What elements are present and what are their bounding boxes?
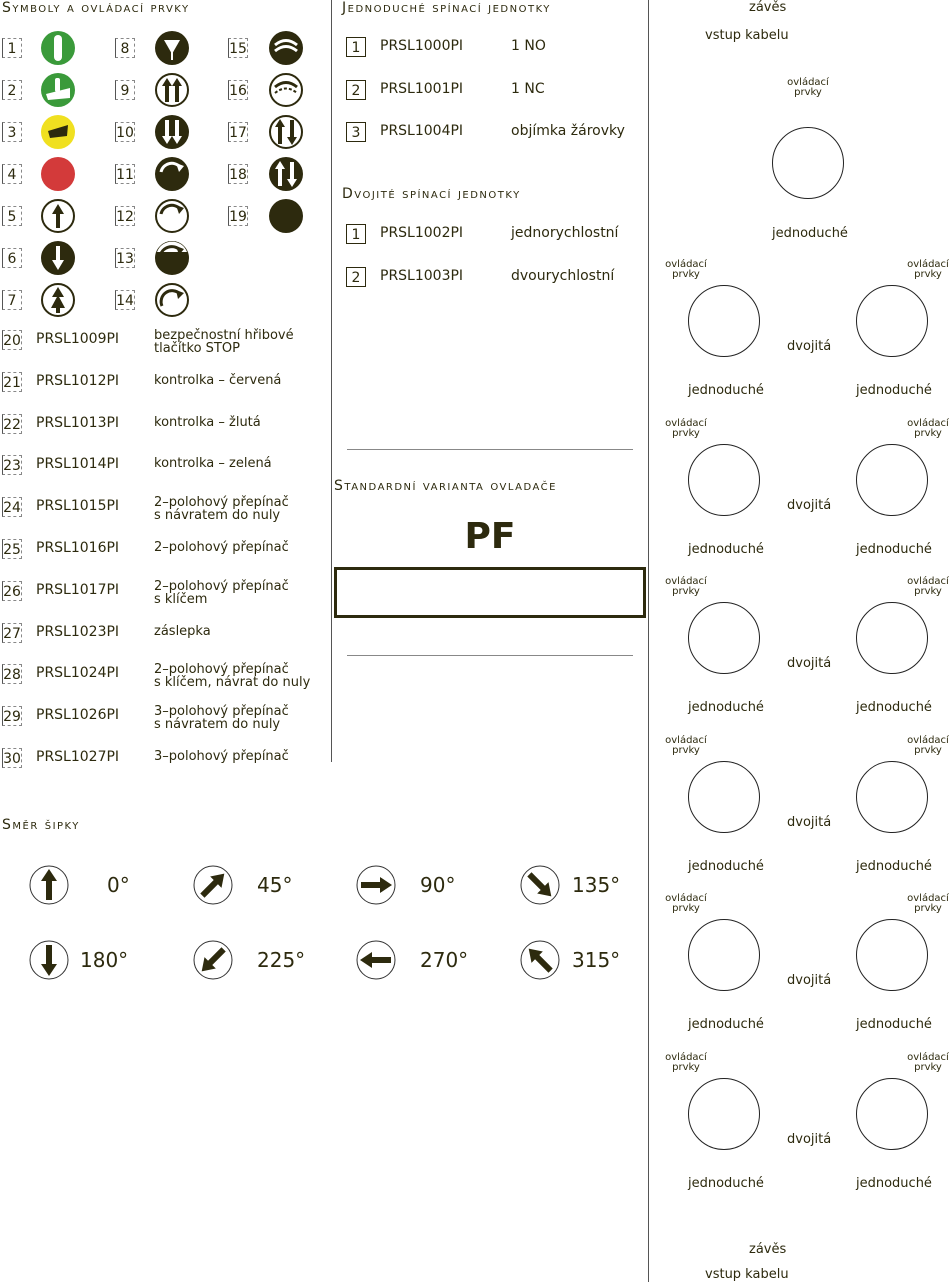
single-label-left: jednoduché bbox=[688, 541, 764, 557]
symbols-title: Symboly a ovládací prvky bbox=[2, 0, 190, 16]
top-cable-label: vstup kabelu bbox=[705, 28, 789, 43]
green-mushroom-button-icon bbox=[40, 72, 76, 108]
control-elements-label-line2: prvky bbox=[672, 744, 700, 756]
control-slot-left[interactable] bbox=[688, 602, 760, 674]
double-label: dvojitá bbox=[787, 497, 832, 513]
product-description: kontrolka – zelená bbox=[154, 456, 272, 472]
control-elements-label-line2: prvky bbox=[672, 269, 700, 280]
symbol-number: 2 bbox=[2, 80, 22, 100]
control-elements-label-line1: ovládací bbox=[787, 77, 829, 88]
product-description: 2–polohový přepínač bbox=[154, 578, 289, 594]
arrow-up-outline-icon bbox=[40, 198, 76, 234]
bottom-cable-label: vstup kabelu bbox=[705, 1267, 789, 1282]
arrow-angle-label: 90° bbox=[420, 873, 456, 897]
single-label-right: jednoduché bbox=[856, 700, 932, 716]
unit-code: PRSL1002PI bbox=[380, 225, 464, 241]
unit-description: 1 NC bbox=[511, 80, 545, 97]
product-number: 27 bbox=[2, 623, 22, 643]
triangle-down-filled-icon bbox=[154, 30, 190, 66]
product-description: 2–polohový přepínač bbox=[154, 495, 289, 511]
symbol-number: 9 bbox=[115, 80, 135, 100]
unit-description: 1 NO bbox=[511, 38, 546, 54]
product-description: 2–polohový přepínač bbox=[154, 540, 289, 555]
arrow-direction-title: Směr šipky bbox=[2, 817, 80, 833]
double-arrow-up-icon bbox=[154, 72, 190, 108]
control-elements-label-line1: ovládací bbox=[907, 259, 949, 270]
symbol-number: 10 bbox=[115, 122, 135, 142]
single-label-right: jednoduché bbox=[856, 383, 932, 398]
product-number: 25 bbox=[2, 539, 22, 559]
product-code: PRSL1012PI bbox=[36, 372, 120, 389]
unit-number: 3 bbox=[346, 122, 366, 142]
symbol-number: 6 bbox=[2, 248, 22, 268]
control-slot-top[interactable] bbox=[772, 127, 844, 199]
single-label-left: jednoduché bbox=[688, 700, 764, 716]
control-elements-label-line1: ovládací bbox=[665, 259, 707, 270]
rotate-filled-icon bbox=[154, 156, 190, 192]
yellow-lamp-icon bbox=[40, 114, 76, 150]
control-elements-label-line1: ovládací bbox=[665, 417, 707, 429]
control-elements-label-line2: prvky bbox=[914, 269, 942, 280]
double-arrow-down-filled-icon bbox=[154, 114, 190, 150]
arrow-270-icon bbox=[356, 940, 396, 980]
symbol-number: 7 bbox=[2, 290, 22, 310]
top-hinge-label: závěs bbox=[749, 0, 787, 15]
symbol-number: 8 bbox=[115, 38, 135, 58]
double-label: dvojitá bbox=[787, 339, 832, 354]
rotate-half-filled-icon bbox=[154, 240, 190, 276]
product-code: PRSL1024PI bbox=[36, 665, 120, 682]
single-units-title: Jednoduché spínací jednotky bbox=[342, 0, 551, 16]
unit-number: 1 bbox=[346, 37, 366, 57]
symbol-number: 5 bbox=[2, 206, 22, 226]
product-code: PRSL1026PI bbox=[36, 707, 120, 724]
double-curve-filled-icon bbox=[268, 30, 304, 66]
double-label: dvojitá bbox=[787, 656, 832, 672]
product-description: 2–polohový přepínač bbox=[154, 662, 289, 678]
single-label-right: jednoduché bbox=[856, 1176, 932, 1191]
control-slot-right[interactable] bbox=[856, 1078, 928, 1150]
divider-right bbox=[648, 0, 649, 1282]
symbol-number: 4 bbox=[2, 164, 22, 184]
product-description-line2: s klíčem, návrat do nuly bbox=[154, 675, 311, 691]
arrow-135-icon bbox=[520, 865, 560, 905]
arrow-angle-label: 0° bbox=[107, 873, 130, 897]
single-label-left: jednoduché bbox=[688, 383, 764, 398]
product-description-line2: s klíčem bbox=[154, 591, 208, 607]
single-label-left: jednoduché bbox=[688, 858, 764, 874]
rotate-outline-icon bbox=[154, 198, 190, 234]
product-description: 3–polohový přepínač bbox=[154, 749, 289, 764]
rotate-left-outline-icon bbox=[154, 282, 190, 318]
arrow-down-filled-icon bbox=[40, 240, 76, 276]
control-slot-right[interactable] bbox=[856, 602, 928, 674]
control-slot-left[interactable] bbox=[688, 285, 760, 357]
control-elements-label-line1: ovládací bbox=[665, 576, 707, 588]
symbol-number: 17 bbox=[228, 122, 248, 142]
single-label: jednoduché bbox=[772, 226, 848, 241]
product-description: 3–polohový přepínač bbox=[154, 704, 289, 720]
standard-code: PF bbox=[464, 516, 516, 557]
symbol-number: 16 bbox=[228, 80, 248, 100]
arrows-up-down-filled-icon bbox=[268, 156, 304, 192]
control-slot-left[interactable] bbox=[688, 919, 760, 991]
product-number: 30 bbox=[2, 748, 22, 768]
arrow-angle-label: 225° bbox=[257, 948, 306, 972]
control-elements-label-line2: prvky bbox=[794, 87, 822, 98]
arrow-225-icon bbox=[193, 940, 233, 980]
control-elements-label-line1: ovládací bbox=[907, 893, 949, 905]
bottom-hinge-label: závěs bbox=[749, 1242, 787, 1257]
control-slot-left[interactable] bbox=[688, 444, 760, 516]
control-elements-label-line1: ovládací bbox=[907, 417, 949, 429]
unit-code: PRSL1000PI bbox=[380, 38, 464, 54]
unit-description: dvourychlostní bbox=[511, 267, 615, 284]
control-elements-label-line2: prvky bbox=[914, 1062, 942, 1073]
product-description: kontrolka – žlutá bbox=[154, 414, 261, 430]
control-elements-label-line1: ovládací bbox=[665, 1052, 707, 1063]
control-elements-label-line2: prvky bbox=[672, 903, 700, 915]
product-description-line2: tlačítko STOP bbox=[154, 341, 240, 356]
control-slot-right[interactable] bbox=[856, 285, 928, 357]
product-code: PRSL1009PI bbox=[36, 331, 120, 347]
unit-code: PRSL1001PI bbox=[380, 80, 464, 97]
control-elements-label-line1: ovládací bbox=[665, 893, 707, 905]
product-code: PRSL1017PI bbox=[36, 581, 120, 598]
control-elements-label-line1: ovládací bbox=[907, 576, 949, 588]
symbol-number: 14 bbox=[115, 290, 135, 310]
control-elements-label-line2: prvky bbox=[914, 744, 942, 756]
separator-top bbox=[347, 449, 633, 450]
control-elements-label-line1: ovládací bbox=[665, 734, 707, 746]
product-number: 21 bbox=[2, 372, 22, 392]
green-pill-button-icon bbox=[40, 30, 76, 66]
product-description: bezpečnostní hřibové bbox=[154, 328, 294, 343]
single-label-left: jednoduché bbox=[688, 1017, 764, 1033]
product-description: záslepka bbox=[154, 623, 211, 639]
standard-code-field[interactable] bbox=[334, 567, 646, 618]
product-code: PRSL1023PI bbox=[36, 623, 120, 640]
arrow-angle-label: 135° bbox=[572, 873, 621, 897]
product-description-line2: s návratem do nuly bbox=[154, 717, 281, 733]
arrow-angle-label: 270° bbox=[420, 948, 469, 972]
product-number: 20 bbox=[2, 330, 22, 350]
arrow-45-icon bbox=[193, 865, 233, 905]
control-elements-label-line2: prvky bbox=[914, 903, 942, 915]
separator-bottom bbox=[347, 655, 633, 656]
control-elements-label-line2: prvky bbox=[672, 1062, 700, 1073]
product-code: PRSL1014PI bbox=[36, 456, 120, 473]
unit-code: PRSL1004PI bbox=[380, 123, 464, 139]
divider-left bbox=[331, 0, 332, 762]
product-code: PRSL1013PI bbox=[36, 414, 120, 431]
product-number: 26 bbox=[2, 581, 22, 601]
arrow-315-icon bbox=[520, 940, 560, 980]
black-disc-icon bbox=[268, 198, 304, 234]
product-number: 22 bbox=[2, 414, 22, 434]
symbol-number: 15 bbox=[228, 38, 248, 58]
symbol-number: 18 bbox=[228, 164, 248, 184]
double-label: dvojitá bbox=[787, 1132, 832, 1147]
product-number: 24 bbox=[2, 497, 22, 517]
symbol-number: 3 bbox=[2, 122, 22, 142]
single-label-left: jednoduché bbox=[688, 1176, 764, 1191]
unit-description: objímka žárovky bbox=[511, 123, 625, 139]
control-slot-left[interactable] bbox=[688, 1078, 760, 1150]
product-number: 28 bbox=[2, 664, 22, 684]
product-number: 29 bbox=[2, 706, 22, 726]
control-elements-label-line2: prvky bbox=[672, 586, 700, 598]
single-label-right: jednoduché bbox=[856, 858, 932, 874]
unit-description: jednorychlostní bbox=[511, 225, 619, 241]
single-label-right: jednoduché bbox=[856, 1017, 932, 1033]
product-description: kontrolka – červená bbox=[154, 372, 282, 388]
red-lamp-icon bbox=[40, 156, 76, 192]
control-elements-label-line1: ovládací bbox=[907, 734, 949, 746]
double-curve-outline-icon bbox=[268, 72, 304, 108]
double-units-title: Dvojité spínací jednotky bbox=[342, 186, 521, 202]
control-slot-right[interactable] bbox=[856, 761, 928, 833]
single-label-right: jednoduché bbox=[856, 541, 932, 557]
symbol-number: 13 bbox=[115, 248, 135, 268]
arrow-up-double-head-outline-icon bbox=[40, 282, 76, 318]
unit-code: PRSL1003PI bbox=[380, 267, 464, 284]
unit-number: 1 bbox=[346, 224, 366, 244]
product-code: PRSL1015PI bbox=[36, 498, 120, 515]
arrow-90-icon bbox=[356, 865, 396, 905]
product-code: PRSL1027PI bbox=[36, 749, 120, 765]
product-code: PRSL1016PI bbox=[36, 540, 120, 556]
control-elements-label-line2: prvky bbox=[914, 427, 942, 439]
product-number: 23 bbox=[2, 455, 22, 475]
control-slot-left[interactable] bbox=[688, 761, 760, 833]
arrows-up-down-outline-icon bbox=[268, 114, 304, 150]
control-elements-label-line2: prvky bbox=[914, 586, 942, 598]
symbol-number: 11 bbox=[115, 164, 135, 184]
double-label: dvojitá bbox=[787, 814, 832, 830]
product-description-line2: s návratem do nuly bbox=[154, 508, 281, 524]
arrow-180-icon bbox=[29, 940, 69, 980]
control-elements-label-line1: ovládací bbox=[907, 1052, 949, 1063]
symbol-number: 12 bbox=[115, 206, 135, 226]
arrow-angle-label: 315° bbox=[572, 948, 621, 972]
double-label: dvojitá bbox=[787, 973, 832, 989]
arrow-angle-label: 45° bbox=[257, 873, 293, 897]
control-slot-right[interactable] bbox=[856, 919, 928, 991]
arrow-angle-label: 180° bbox=[80, 948, 129, 972]
standard-variant-title: Standardní varianta ovladače bbox=[334, 478, 557, 494]
symbol-number: 19 bbox=[228, 206, 248, 226]
unit-number: 2 bbox=[346, 267, 366, 287]
control-elements-label-line2: prvky bbox=[672, 427, 700, 439]
symbol-number: 1 bbox=[2, 38, 22, 58]
control-slot-right[interactable] bbox=[856, 444, 928, 516]
unit-number: 2 bbox=[346, 80, 366, 100]
arrow-0-icon bbox=[29, 865, 69, 905]
